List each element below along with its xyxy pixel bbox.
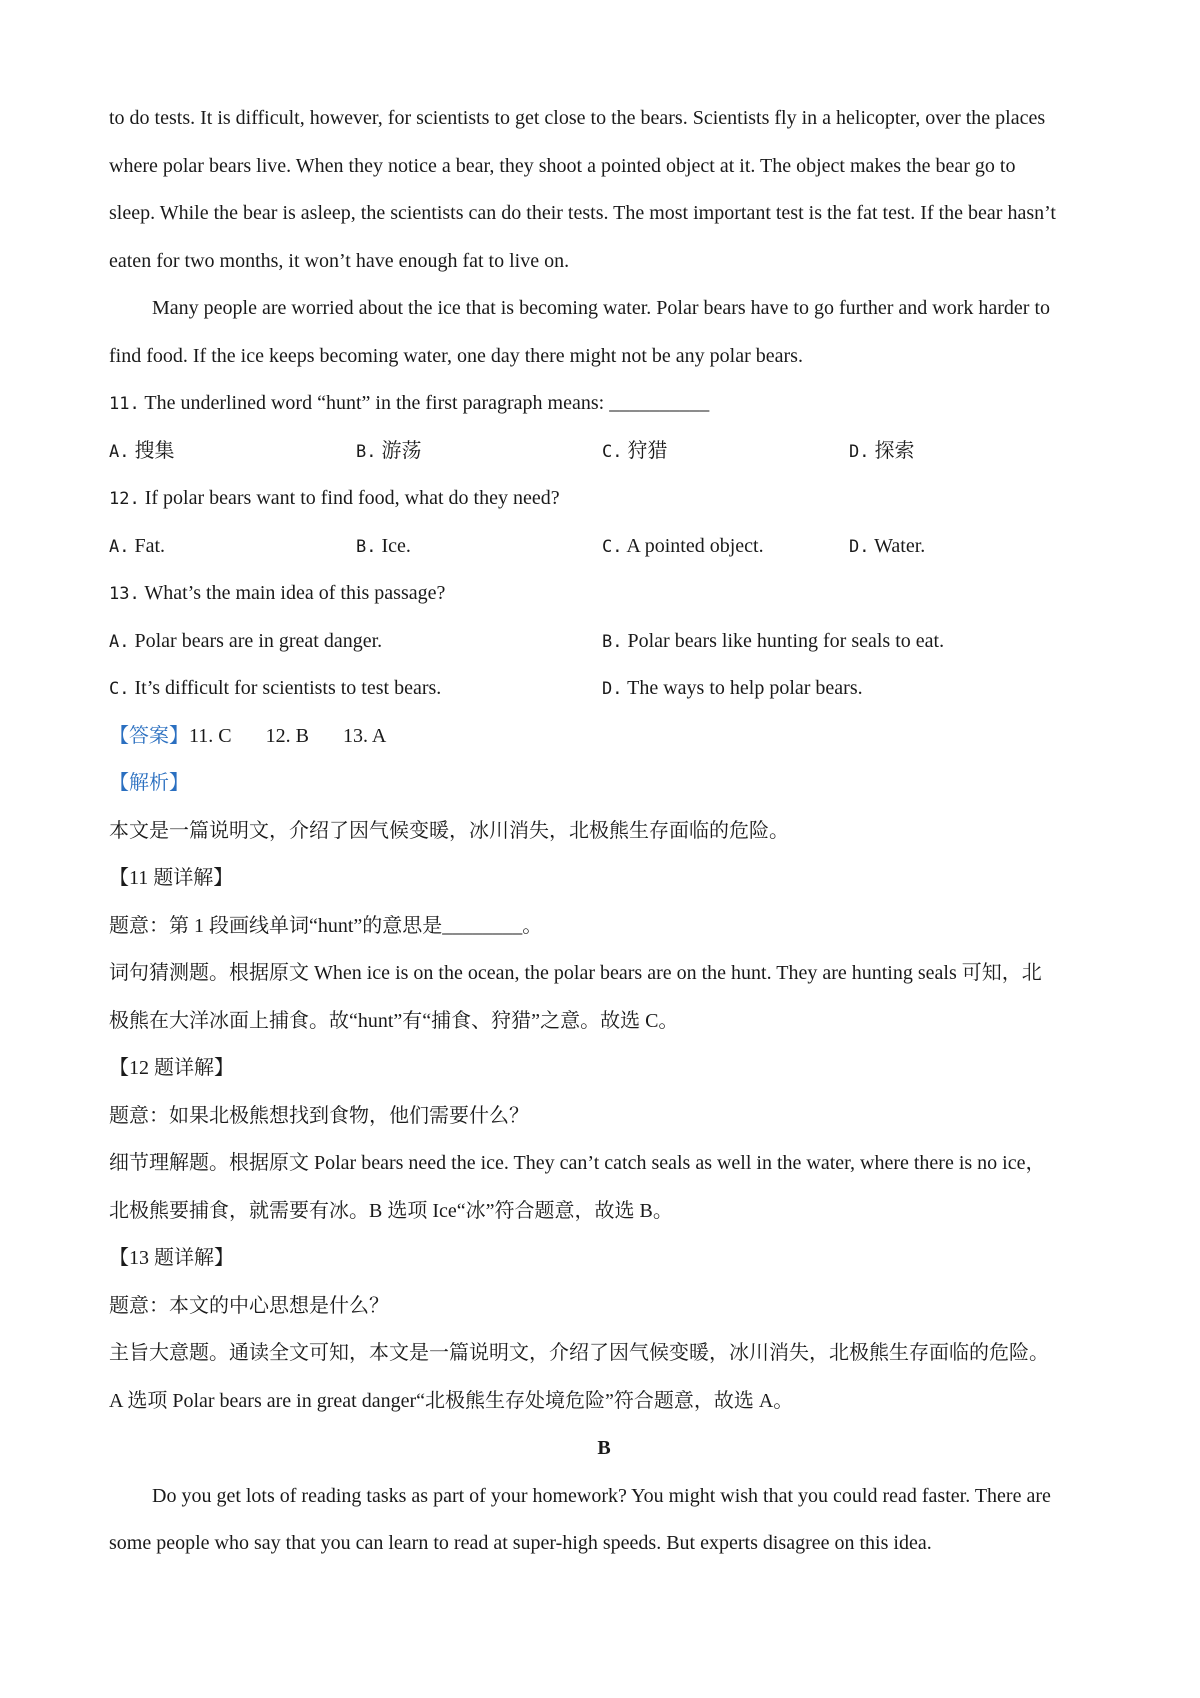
detail-line: 题意：如果北极熊想找到食物，他们需要什么？: [109, 1104, 529, 1127]
option-c: C. A pointed object.: [602, 534, 764, 557]
options-row: [109, 526, 1099, 574]
analysis-summary: 本文是一篇说明文，介绍了因气候变暖，冰川消失，北极熊生存面临的危险。: [109, 819, 789, 842]
answer-item: 12. B: [265, 724, 309, 747]
detail-line: A 选项 Polar bears are in great danger“北极熊生存处境危险”符合题意，故选 A。: [109, 1389, 794, 1412]
detail-line: 题意：本文的中心思想是什么？: [109, 1294, 389, 1317]
passage-line: find food. If the ice keeps becoming water, one day there might not be any polar bears.: [109, 344, 803, 367]
option-c: C. 狩猎: [602, 439, 668, 462]
question-number: 12.: [109, 489, 140, 509]
detail-line: 主旨大意题。通读全文可知，本文是一篇说明文，介绍了因气候变暖，冰川消失，北极熊生存面临的危险。: [109, 1342, 1049, 1364]
answer-item: 11. C: [189, 724, 232, 747]
detail-line: 词句猜测题。根据原文 When ice is on the ocean, the polar bears are on the hunt. They are hunting seals 可知，北: [109, 962, 1042, 984]
passage-line: Many people are worried about the ice that is becoming water. Polar bears have to go further and work harder to: [152, 297, 1051, 319]
question-number: 13.: [109, 584, 140, 604]
option-d: D. Water.: [849, 534, 926, 557]
detail-line: 细节理解题。根据原文 Polar bears need the ice. They can’t catch seals as well in the water, where there is no ice，: [109, 1152, 1046, 1174]
detail-line: 北极熊要捕食，就需要有冰。B 选项 Ice“冰”符合题意，故选 B。: [109, 1199, 673, 1222]
option-b: B. Ice.: [356, 534, 411, 557]
option-b: B. 游荡: [356, 439, 422, 462]
passage-line: where polar bears live. When they notice a bear, they shoot a pointed object at it. The object makes the bear go to: [109, 154, 1016, 177]
question-stem: [109, 478, 1099, 526]
passage-line: sleep. While the bear is asleep, the scientists can do their tests. The most important test is the fat test. If the bear hasn’t: [109, 202, 1056, 224]
passage-line: some people who say that you can learn to read at super-high speeds. But experts disagree on this idea.: [109, 1532, 932, 1554]
detail-heading: 【11 题详解】: [109, 867, 234, 889]
document-page: [109, 98, 1099, 1571]
passage-line: to do tests. It is difficult, however, for scientists to get close to the bears. Scientists fly in a helicopter, over the places: [109, 107, 1046, 129]
options-row: [109, 431, 1099, 479]
answer-item: 13. A: [342, 724, 387, 747]
option-d: D. The ways to help polar bears.: [602, 677, 863, 699]
detail-heading: 【13 题详解】: [109, 1247, 234, 1269]
option-d: D. 探索: [849, 439, 915, 462]
detail-line: 题意：第 1 段画线单词“hunt”的意思是________。: [109, 914, 543, 937]
answer-label: 【答案】: [109, 724, 189, 747]
section-title: B: [597, 1437, 611, 1459]
analysis-label: 【解析】: [109, 772, 189, 794]
question-text: If polar bears want to find food, what do they need?: [144, 487, 560, 509]
option-b: B. Polar bears like hunting for seals to eat.: [602, 629, 945, 652]
detail-heading: 【12 题详解】: [109, 1057, 234, 1079]
passage-line: eaten for two months, it won’t have enough fat to live on.: [109, 249, 570, 272]
question-stem: [109, 573, 1099, 621]
option-c: C. It’s difficult for scientists to test bears.: [109, 677, 442, 699]
question-stem: [109, 383, 1099, 431]
question-text: The underlined word “hunt” in the first paragraph means: __________: [144, 392, 710, 414]
options-row: [109, 621, 1099, 669]
option-a: A. Polar bears are in great danger.: [109, 629, 383, 652]
question-number: 11.: [109, 394, 140, 414]
answer-line: [109, 716, 1099, 764]
question-text: What’s the main idea of this passage?: [144, 582, 446, 604]
detail-line: 极熊在大洋冰面上捕食。故“hunt”有“捕食、狩猎”之意。故选 C。: [109, 1009, 679, 1032]
passage-line: Do you get lots of reading tasks as part of your homework? You might wish that you could read faster. There are: [152, 1484, 1051, 1507]
options-row: [109, 668, 1099, 716]
option-a: A. 搜集: [109, 439, 175, 462]
option-a: A. Fat.: [109, 534, 166, 557]
